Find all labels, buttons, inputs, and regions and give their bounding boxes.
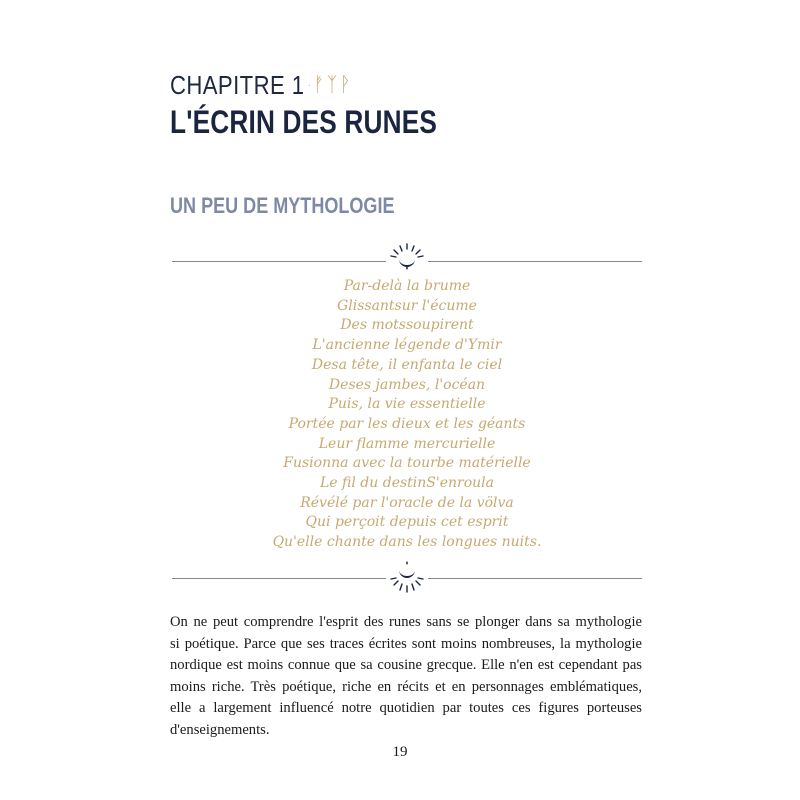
chapter-title: L'ÉCRIN DES RUNES (170, 104, 438, 140)
rune-wunjo: ᚹ (340, 74, 351, 96)
body-paragraph (170, 612, 642, 742)
rune-algiz: ᛉ (326, 74, 338, 96)
body-line: moins riche. Très poétique, riche en récits et en personnages emblématiques, (170, 678, 642, 695)
divider-line-left (172, 261, 386, 262)
divider-bottom (172, 560, 642, 594)
poem-line: Leur flamme mercurielle (318, 435, 496, 452)
poem-line: Deses jambes, l'océan (328, 376, 486, 393)
moon-sun-icon (389, 560, 425, 594)
section-heading: UN PEU DE MYTHOLOGIE (170, 193, 395, 218)
poem-line: Portée par les dieux et les géants (288, 415, 526, 432)
sun-moon-icon (389, 243, 425, 277)
body-line: si poétique. Parce que ses traces écrites sont moins nombreuses, la mythologie (170, 635, 642, 652)
body-line: elle a largement influencé notre quotidien par toutes ces figures porteuses (170, 700, 642, 717)
poem-line: Qui perçoit depuis cet esprit (305, 514, 509, 531)
chapter-number: CHAPITRE 1 (170, 70, 305, 100)
chapter-runes (308, 74, 351, 97)
divider-line-right (428, 578, 642, 579)
body-line: d'enseignements. (170, 721, 270, 738)
page-number: 19 (392, 744, 408, 760)
divider-line-left (172, 578, 386, 579)
poem-line: Puis, la vie essentielle (328, 396, 486, 413)
poem-line: Le fil du destinS'enroula (320, 475, 494, 492)
rune-fehu: ᚠ (313, 74, 325, 96)
body-line: On ne peut comprendre l'esprit des runes sans se plonger dans sa mythologie (170, 614, 642, 630)
poem-line: L'ancienne légende d'Ymir (312, 337, 502, 354)
rune-dot: · (307, 80, 312, 91)
poem-line: Fusionna avec la tourbe matérielle (283, 455, 531, 472)
poem-line: Desa tête, il enfanta le ciel (311, 356, 503, 373)
divider-top (172, 243, 642, 277)
divider-line-right (428, 261, 642, 262)
poem-line: Révélé par l'oracle de la völva (300, 494, 514, 511)
poem (172, 277, 642, 553)
body-line: nordique est moins connue que sa cousine grecque. Elle n'en est cependant pas (170, 657, 642, 674)
poem-line: Par-delà la brume (343, 278, 471, 294)
poem-line: Des motssoupirent (340, 317, 474, 334)
chapter-label (170, 70, 351, 101)
poem-line: Glissantsur l'écume (337, 297, 477, 314)
poem-line: Qu'elle chante dans les longues nuits. (272, 534, 542, 551)
